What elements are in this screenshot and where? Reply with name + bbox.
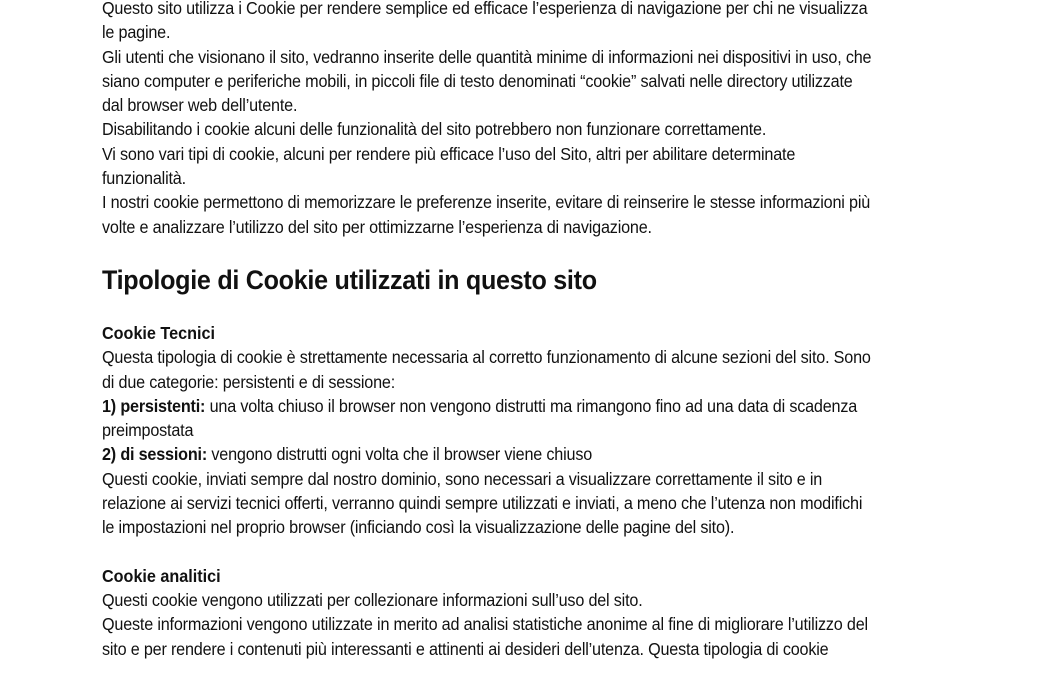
intro-paragraph xyxy=(102,0,972,239)
technical-cookies-section xyxy=(102,321,972,540)
session-item xyxy=(102,442,911,466)
document-page xyxy=(102,0,972,661)
intro-line: Questo sito utilizza i Cookie per rendere semplice ed efficace l’esperienza di navigazione per chi ne visualizza xyxy=(102,0,868,18)
analytics-cookies-section xyxy=(102,564,972,661)
intro-line: Vi sono vari tipi di cookie, alcuni per rendere più efficace l’uso del Sito, altri per abilitare determinate xyxy=(102,143,796,164)
analytics-cookies-title: Cookie analitici xyxy=(102,565,221,586)
analytics-line: sito e per rendere i contenuti più interessanti e attinenti ai desideri dell’utenza. Questa tipologia di cookie xyxy=(102,638,829,659)
intro-line: Gli utenti che visionano il sito, vedranno inserite delle quantità minime di informazioni nei dispositivi in uso, che xyxy=(102,46,872,67)
technical-line: Questi cookie, inviati sempre dal nostro dominio, sono necessari a visualizzare correttamente il sito e in xyxy=(102,468,823,489)
session-label: 2) di sessioni: xyxy=(102,444,208,465)
intro-line: siano computer e periferiche mobili, in piccoli file di testo denominati “cookie” salvati nelle directory utilizzate xyxy=(102,70,853,91)
persistent-item-continued: preimpostata xyxy=(102,420,194,441)
session-text: vengono distrutti ogni volta che il browser viene chiuso xyxy=(207,444,593,465)
persistent-text: una volta chiuso il browser non vengono distrutti ma rimangono fino ad una data di scadenza xyxy=(205,395,858,416)
technical-line: relazione ai servizi tecnici offerti, verranno quindi sempre utilizzati e inviati, a meno che l’utenza non modifichi xyxy=(102,493,863,514)
technical-line: Questa tipologia di cookie è strettamente necessaria al corretto funzionamento di alcune sezioni del sito. Sono xyxy=(102,347,871,368)
intro-line: Disabilitando i cookie alcuni delle funzionalità del sito potrebbero non funzionare correttamente. xyxy=(102,119,767,140)
technical-line: di due categorie: persistenti e di sessione: xyxy=(102,371,396,392)
intro-line: volte e analizzare l’utilizzo del sito per ottimizzarne l’esperienza di navigazione. xyxy=(102,216,652,237)
section-gap xyxy=(102,540,972,564)
technical-cookies-title: Cookie Tecnici xyxy=(102,322,215,343)
persistent-item xyxy=(102,394,911,418)
technical-line: le impostazioni nel proprio browser (inficiando così la visualizzazione delle pagine del sito). xyxy=(102,517,735,538)
intro-line: le pagine. xyxy=(102,22,171,43)
intro-line: I nostri cookie permettono di memorizzare le preferenze inserite, evitare di reinserire le stesse informazioni più xyxy=(102,192,871,213)
intro-line: dal browser web dell’utente. xyxy=(102,95,298,116)
persistent-label: 1) persistenti: xyxy=(102,395,206,416)
intro-line: funzionalità. xyxy=(102,168,186,189)
section-heading: Tipologie di Cookie utilizzati in questo sito xyxy=(102,264,597,295)
analytics-line: Queste informazioni vengono utilizzate in merito ad analisi statistiche anonime al fine di migliorare l’utilizzo del xyxy=(102,614,868,635)
analytics-line: Questi cookie vengono utilizzati per collezionare informazioni sull’uso del sito. xyxy=(102,589,643,610)
